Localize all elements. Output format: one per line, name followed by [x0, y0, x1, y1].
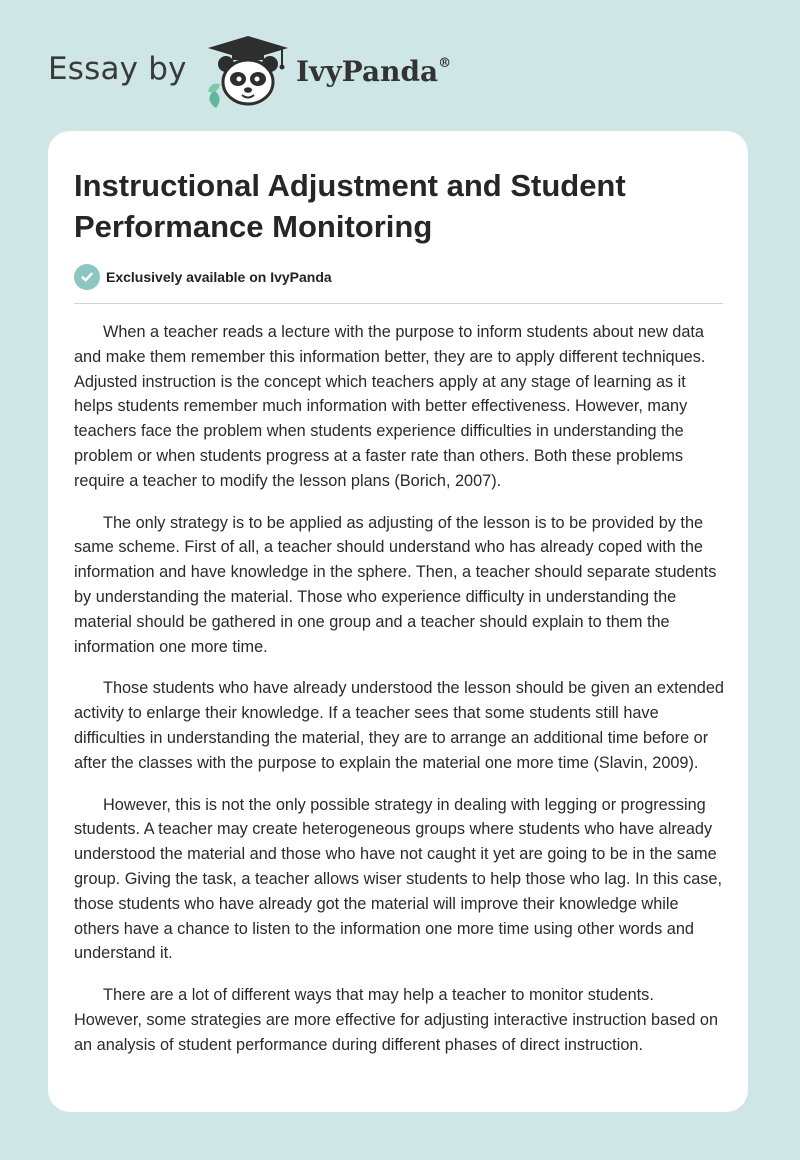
- paragraph: When a teacher reads a lecture with the purpose to inform students about new data and make them remember this information better, they are to apply different techniques. Adjusted instruction is the concept which teachers apply at any stage of learning as it helps students remember much information with better effectiveness. However, many teachers face the problem when students experience difficulties in understanding the problem or when students progress at a faster rate than others. Both these problems require a teacher to modify the lesson plans (Borich, 2007).: [74, 323, 706, 490]
- registered-mark: ®: [438, 55, 452, 71]
- paragraph: Those students who have already understood the lesson should be given an extended activity to enlarge their knowledge. If a teacher sees that some students still have difficulties in understanding the material, they are to arrange an additional time before or after the classes with the purpose to explain the material one more time (Slavin, 2009).: [74, 679, 724, 772]
- check-icon: [74, 264, 100, 290]
- site-header: [48, 30, 468, 110]
- essay-title: Instructional Adjustment and Student Performance Monitoring: [74, 168, 626, 244]
- essay-body: [74, 320, 726, 1075]
- brand-name[interactable]: IvyPanda®: [296, 55, 452, 88]
- panda-graduate-icon[interactable]: [202, 34, 294, 110]
- essay-by-label: Essay by: [48, 51, 187, 87]
- exclusive-badge: [74, 264, 332, 290]
- essay-card: [48, 131, 748, 1112]
- paragraph: There are a lot of different ways that may help a teacher to monitor students. However, some strategies are more effective for adjusting interactive instruction based on an analysis of student performance during different phases of direct instruction.: [74, 986, 719, 1054]
- badge-label: Exclusively available on IvyPanda: [106, 269, 332, 285]
- paragraph: However, this is not the only possible strategy in dealing with legging or progressing students. A teacher may create heterogeneous groups where students who have already understood the material and those who have not caught it yet are going to be in the same group. Giving the task, a teacher allows wiser students to help those who lag. In this case, those students who have already got the material will improve their knowledge while others have a chance to listen to the information one more time using other words and understand it.: [74, 795, 722, 963]
- divider: [74, 303, 723, 304]
- paragraph: The only strategy is to be applied as adjusting of the lesson is to be provided by the same scheme. First of all, a teacher should understand who has already coped with the information and have knowledge in the sphere. Then, a teacher should separate students by understanding the material. Those who experience difficulty in understanding the material should be gathered in one group and a teacher should explain to them the information one more time.: [74, 513, 717, 656]
